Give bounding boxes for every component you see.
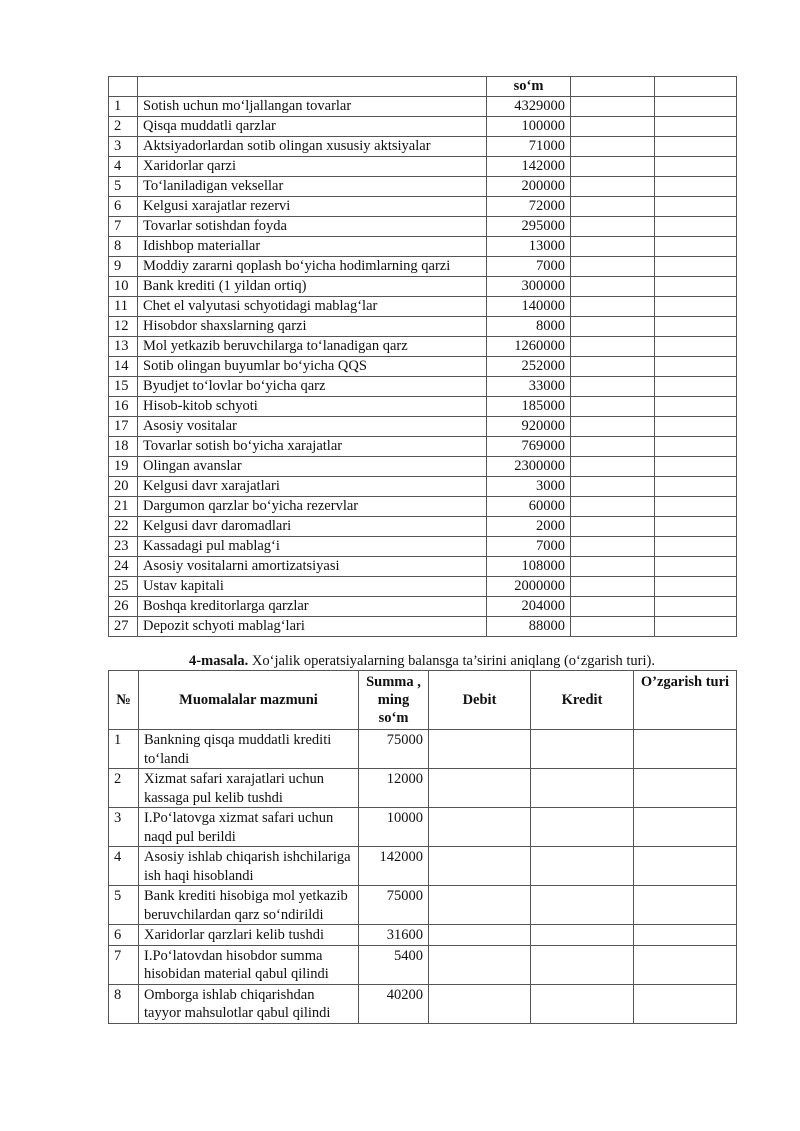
row-number: 1 [109,730,139,769]
table-row [109,597,737,617]
row-sum: 10000 [359,808,429,847]
row-empty-cell [571,217,655,237]
row-empty-cell [571,377,655,397]
row-number: 15 [109,377,138,397]
row-amount: 72000 [487,197,571,217]
row-item-name: Kassadagi pul mablag‘i [138,537,487,557]
header-debit: Debit [429,671,531,730]
row-debit-cell [429,925,531,946]
row-empty-cell [571,437,655,457]
table-row [109,886,737,925]
row-empty-cell [655,477,737,497]
row-item-name: Xaridorlar qarzi [138,157,487,177]
row-empty-cell [571,477,655,497]
header-credit: Kredit [531,671,634,730]
table-row [109,397,737,417]
row-item-name: Asosiy vositalarni amortizatsiyasi [138,557,487,577]
row-debit-cell [429,945,531,984]
row-item-name: Tovarlar sotishdan foyda [138,217,487,237]
table-row [109,297,737,317]
row-item-name: Dargumon qarzlar bo‘yicha rezervlar [138,497,487,517]
row-number: 8 [109,237,138,257]
row-change-cell [634,984,737,1023]
row-item-name: Asosiy vositalar [138,417,487,437]
row-amount: 4329000 [487,97,571,117]
row-amount: 13000 [487,237,571,257]
header-number: № [109,671,139,730]
row-empty-cell [655,317,737,337]
row-empty-cell [571,117,655,137]
header-cell-empty [571,77,655,97]
table-row [109,617,737,637]
row-empty-cell [655,577,737,597]
row-operation-text: Bank krediti hisobiga mol yetkazib beruvchilardan qarz so‘ndirildi [139,886,359,925]
table-row [109,984,737,1023]
header-sum: Summa , ming so‘m [359,671,429,730]
table-row [109,925,737,946]
row-empty-cell [571,257,655,277]
table-row [109,457,737,477]
row-change-cell [634,945,737,984]
row-number: 25 [109,577,138,597]
row-number: 18 [109,437,138,457]
row-empty-cell [571,457,655,477]
table-row [109,337,737,357]
table-row [109,557,737,577]
row-empty-cell [571,537,655,557]
row-amount: 200000 [487,177,571,197]
row-number: 12 [109,317,138,337]
table-row [109,437,737,457]
row-item-name: Hisobdor shaxslarning qarzi [138,317,487,337]
row-empty-cell [571,137,655,157]
row-item-name: Depozit schyoti mablag‘lari [138,617,487,637]
row-change-cell [634,925,737,946]
row-change-cell [634,769,737,808]
row-credit-cell [531,847,634,886]
row-amount: 1260000 [487,337,571,357]
row-amount: 7000 [487,537,571,557]
row-number: 24 [109,557,138,577]
table-row [109,157,737,177]
row-number: 4 [109,847,139,886]
header-cell-empty [655,77,737,97]
row-number: 27 [109,617,138,637]
row-credit-cell [531,945,634,984]
row-debit-cell [429,984,531,1023]
row-number: 8 [109,984,139,1023]
row-operation-text: Omborga ishlab chiqarishdan tayyor mahsulotlar qabul qilindi [139,984,359,1023]
row-amount: 142000 [487,157,571,177]
row-item-name: Idishbop materiallar [138,237,487,257]
row-item-name: Chet el valyutasi schyotidagi mablag‘lar [138,297,487,317]
table-row [109,137,737,157]
row-item-name: Olingan avanslar [138,457,487,477]
table-row [109,537,737,557]
row-empty-cell [655,497,737,517]
row-empty-cell [571,397,655,417]
header-content: Muomalalar mazmuni [139,671,359,730]
table-row [109,357,737,377]
row-sum: 40200 [359,984,429,1023]
table-row [109,769,737,808]
row-number: 19 [109,457,138,477]
row-number: 13 [109,337,138,357]
row-amount: 71000 [487,137,571,157]
row-amount: 300000 [487,277,571,297]
table-row [109,477,737,497]
row-change-cell [634,730,737,769]
row-debit-cell [429,886,531,925]
row-item-name: Byudjet to‘lovlar bo‘yicha qarz [138,377,487,397]
row-empty-cell [655,597,737,617]
balance-items-table [108,76,737,637]
row-change-cell [634,847,737,886]
row-empty-cell [655,457,737,477]
row-item-name: Kelgusi davr daromadlari [138,517,487,537]
row-item-name: Ustav kapitali [138,577,487,597]
row-debit-cell [429,730,531,769]
row-empty-cell [655,537,737,557]
row-amount: 7000 [487,257,571,277]
row-number: 21 [109,497,138,517]
row-number: 9 [109,257,138,277]
row-empty-cell [655,197,737,217]
table-row [109,237,737,257]
row-number: 16 [109,397,138,417]
row-empty-cell [571,337,655,357]
row-item-name: Tovarlar sotish bo‘yicha xarajatlar [138,437,487,457]
row-item-name: To‘laniladigan veksellar [138,177,487,197]
row-debit-cell [429,769,531,808]
row-empty-cell [655,337,737,357]
row-empty-cell [571,237,655,257]
row-number: 11 [109,297,138,317]
row-empty-cell [571,157,655,177]
task-4-caption [108,652,736,671]
row-number: 26 [109,597,138,617]
row-item-name: Bank krediti (1 yildan ortiq) [138,277,487,297]
row-empty-cell [655,417,737,437]
table-header-row [109,77,737,97]
row-number: 5 [109,886,139,925]
table-row [109,117,737,137]
row-change-cell [634,808,737,847]
row-credit-cell [531,769,634,808]
row-number: 6 [109,925,139,946]
table-row [109,97,737,117]
row-number: 17 [109,417,138,437]
row-number: 7 [109,217,138,237]
row-empty-cell [655,177,737,197]
row-amount: 60000 [487,497,571,517]
row-amount: 2000000 [487,577,571,597]
row-sum: 75000 [359,886,429,925]
row-sum: 75000 [359,730,429,769]
row-amount: 88000 [487,617,571,637]
row-number: 5 [109,177,138,197]
row-item-name: Boshqa kreditorlarga qarzlar [138,597,487,617]
row-number: 4 [109,157,138,177]
row-amount: 108000 [487,557,571,577]
header-cell-name [138,77,487,97]
row-item-name: Mol yetkazib beruvchilarga to‘lanadigan qarz [138,337,487,357]
row-credit-cell [531,984,634,1023]
row-operation-text: I.Po‘latovga xizmat safari uchun naqd pul berildi [139,808,359,847]
row-sum: 5400 [359,945,429,984]
row-empty-cell [655,137,737,157]
row-operation-text: Xaridorlar qarzlari kelib tushdi [139,925,359,946]
row-item-name: Sotish uchun mo‘ljallangan tovarlar [138,97,487,117]
row-item-name: Aktsiyadorlardan sotib olingan xususiy aktsiyalar [138,137,487,157]
row-amount: 920000 [487,417,571,437]
row-item-name: Sotib olingan buyumlar bo‘yicha QQS [138,357,487,377]
task-4-label: 4-masala. [189,653,249,669]
table-row [109,257,737,277]
row-operation-text: Xizmat safari xarajatlari uchun kassaga pul kelib tushdi [139,769,359,808]
table-row [109,730,737,769]
row-empty-cell [571,317,655,337]
row-number: 20 [109,477,138,497]
row-number: 3 [109,137,138,157]
row-change-cell [634,886,737,925]
row-empty-cell [655,437,737,457]
row-empty-cell [571,177,655,197]
row-amount: 204000 [487,597,571,617]
row-empty-cell [571,357,655,377]
row-empty-cell [571,297,655,317]
row-empty-cell [655,97,737,117]
row-empty-cell [655,517,737,537]
row-empty-cell [655,397,737,417]
table-row [109,197,737,217]
row-amount: 2000 [487,517,571,537]
row-credit-cell [531,925,634,946]
table-row [109,517,737,537]
row-empty-cell [571,277,655,297]
row-amount: 769000 [487,437,571,457]
row-item-name: Moddiy zararni qoplash bo‘yicha hodimlarning qarzi [138,257,487,277]
row-operation-text: I.Po‘latovdan hisobdor summa hisobidan material qabul qilindi [139,945,359,984]
row-credit-cell [531,886,634,925]
row-empty-cell [655,617,737,637]
row-number: 2 [109,769,139,808]
row-amount: 2300000 [487,457,571,477]
task-4-instruction: Xo‘jalik operatsiyalarning balansga ta’sirini aniqlang (o‘zgarish turi). [248,653,655,669]
table-row [109,847,737,886]
row-credit-cell [531,808,634,847]
table-row [109,377,737,397]
row-empty-cell [655,277,737,297]
row-empty-cell [655,237,737,257]
row-item-name: Qisqa muddatli qarzlar [138,117,487,137]
row-empty-cell [655,117,737,137]
row-empty-cell [655,377,737,397]
row-empty-cell [655,217,737,237]
row-credit-cell [531,730,634,769]
row-empty-cell [571,97,655,117]
row-empty-cell [571,557,655,577]
table-row [109,177,737,197]
row-number: 2 [109,117,138,137]
table-header-row [109,671,737,730]
table-row [109,217,737,237]
table-row [109,497,737,517]
row-number: 1 [109,97,138,117]
row-amount: 100000 [487,117,571,137]
row-number: 6 [109,197,138,217]
table-row [109,808,737,847]
header-cell-unit: so‘m [487,77,571,97]
row-amount: 3000 [487,477,571,497]
table-row [109,417,737,437]
row-empty-cell [571,597,655,617]
row-number: 22 [109,517,138,537]
header-cell-number [109,77,138,97]
operations-table [108,670,737,1024]
row-debit-cell [429,808,531,847]
row-amount: 33000 [487,377,571,397]
row-amount: 8000 [487,317,571,337]
row-empty-cell [571,577,655,597]
table-row [109,577,737,597]
row-empty-cell [655,257,737,277]
row-item-name: Hisob-kitob schyoti [138,397,487,417]
row-number: 23 [109,537,138,557]
row-item-name: Kelgusi xarajatlar rezervi [138,197,487,217]
row-empty-cell [571,517,655,537]
header-change-type: O’zgarish turi [634,671,737,730]
row-sum: 31600 [359,925,429,946]
row-empty-cell [571,617,655,637]
row-number: 7 [109,945,139,984]
row-empty-cell [655,297,737,317]
table-row [109,277,737,297]
table-row [109,317,737,337]
row-debit-cell [429,847,531,886]
row-operation-text: Bankning qisqa muddatli krediti to‘landi [139,730,359,769]
row-sum: 142000 [359,847,429,886]
row-number: 10 [109,277,138,297]
row-empty-cell [571,497,655,517]
row-amount: 295000 [487,217,571,237]
row-empty-cell [655,157,737,177]
row-number: 14 [109,357,138,377]
row-empty-cell [655,357,737,377]
table-row [109,945,737,984]
row-empty-cell [571,417,655,437]
row-sum: 12000 [359,769,429,808]
row-item-name: Kelgusi davr xarajatlari [138,477,487,497]
row-empty-cell [655,557,737,577]
row-number: 3 [109,808,139,847]
row-amount: 252000 [487,357,571,377]
row-empty-cell [571,197,655,217]
row-amount: 140000 [487,297,571,317]
row-operation-text: Asosiy ishlab chiqarish ishchilariga ish haqi hisoblandi [139,847,359,886]
row-amount: 185000 [487,397,571,417]
